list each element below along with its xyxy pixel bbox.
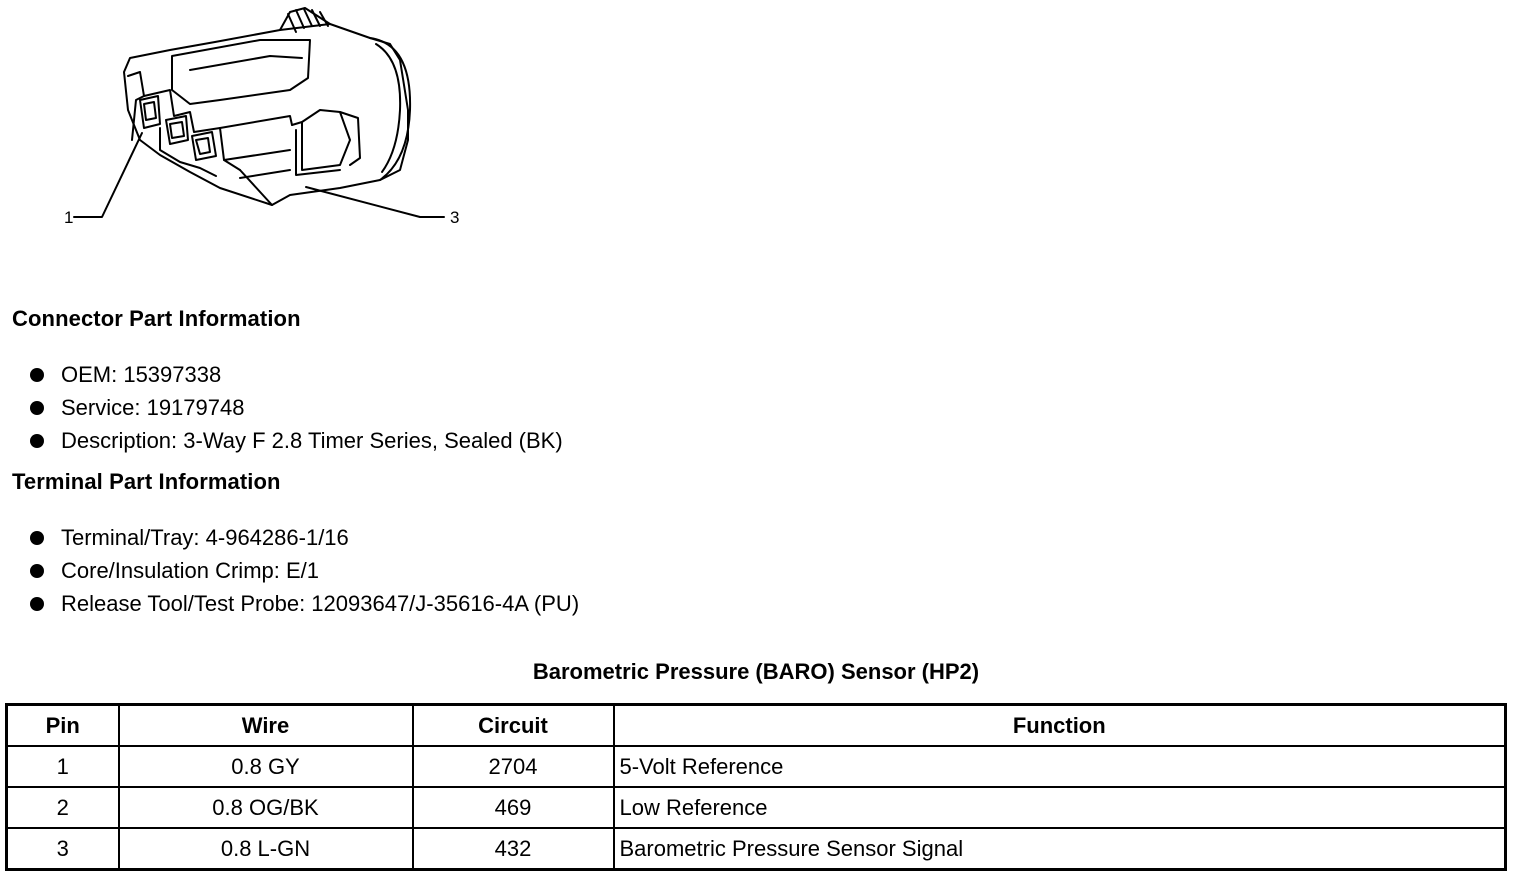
table-row xyxy=(7,828,1506,870)
terminal-cavity-2 xyxy=(166,116,188,144)
header-wire: Wire xyxy=(119,705,413,747)
cell-pin: 3 xyxy=(7,828,119,870)
connector-housing xyxy=(124,24,408,205)
header-function: Function xyxy=(614,705,1506,747)
bullet-icon xyxy=(30,564,44,578)
list-item xyxy=(30,554,579,587)
list-item xyxy=(30,521,579,554)
list-item xyxy=(30,587,579,620)
terminal-part-info-list xyxy=(30,521,579,620)
cell-wire: 0.8 L-GN xyxy=(119,828,413,870)
pinout-table xyxy=(5,703,1507,871)
terminal-tray: Terminal/Tray: 4-964286-1/16 xyxy=(61,525,349,550)
connector-latch-window xyxy=(292,110,350,170)
bullet-icon xyxy=(30,368,44,382)
list-item xyxy=(30,358,563,391)
table-header-row xyxy=(7,705,1506,747)
callout-leader-3 xyxy=(306,187,444,217)
service-part-number: Service: 19179748 xyxy=(61,395,245,420)
cell-pin: 2 xyxy=(7,787,119,828)
cell-wire: 0.8 GY xyxy=(119,746,413,787)
table-row xyxy=(7,787,1506,828)
connector-latch xyxy=(172,40,310,104)
connector-diagram xyxy=(40,0,500,245)
connector-part-info-list xyxy=(30,358,563,457)
oem-part-number: OEM: 15397338 xyxy=(61,362,222,387)
connector-description: Description: 3-Way F 2.8 Timer Series, Sealed (BK) xyxy=(61,428,563,453)
header-pin: Pin xyxy=(7,705,119,747)
terminal-cavity-1 xyxy=(140,96,160,128)
release-tool-test-probe: Release Tool/Test Probe: 12093647/J-35616-4A (PU) xyxy=(61,591,580,616)
cell-function: Barometric Pressure Sensor Signal xyxy=(614,828,1506,870)
terminal-part-info-heading: Terminal Part Information xyxy=(12,469,281,494)
bullet-icon xyxy=(30,597,44,611)
header-circuit: Circuit xyxy=(413,705,614,747)
callout-label-1: 1 xyxy=(64,208,74,227)
bullet-icon xyxy=(30,401,44,415)
connector-part-info-heading: Connector Part Information xyxy=(12,306,301,331)
callout-label-3: 3 xyxy=(450,208,460,227)
pinout-table-title: Barometric Pressure (BARO) Sensor (HP2) xyxy=(532,659,980,684)
cell-circuit: 469 xyxy=(413,787,614,828)
cell-wire: 0.8 OG/BK xyxy=(119,787,413,828)
core-insulation-crimp: Core/Insulation Crimp: E/1 xyxy=(61,558,319,583)
cell-function: 5-Volt Reference xyxy=(614,746,1506,787)
table-row xyxy=(7,746,1506,787)
cell-circuit: 2704 xyxy=(413,746,614,787)
list-item xyxy=(30,424,563,457)
cell-pin: 1 xyxy=(7,746,119,787)
callout-leader-1 xyxy=(74,133,142,217)
cell-circuit: 432 xyxy=(413,828,614,870)
bullet-icon xyxy=(30,434,44,448)
list-item xyxy=(30,391,563,424)
bullet-icon xyxy=(30,531,44,545)
cell-function: Low Reference xyxy=(614,787,1506,828)
terminal-cavity-3 xyxy=(192,132,216,160)
